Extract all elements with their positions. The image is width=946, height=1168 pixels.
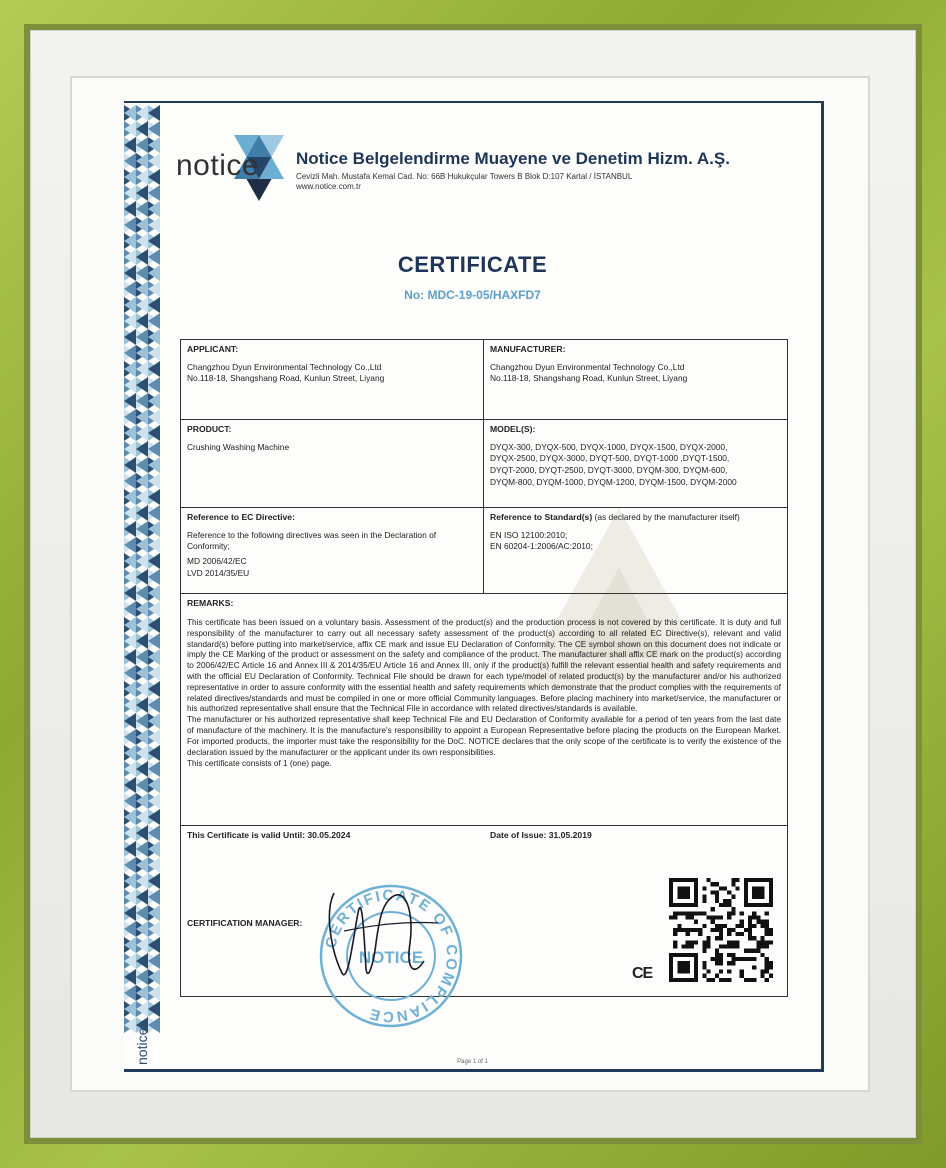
- qr-module: [694, 928, 698, 932]
- qr-module: [765, 924, 769, 928]
- qr-module: [711, 928, 715, 932]
- remarks-paragraph: This certificate has been issued on a voluntary basis. Assessment of the product(s) and the production process is not covered by this certificate. It is duty and full responsibility of the manufacturer to carry out all necessary safety assessment of the product(s) according to all related EC Directive(s), relevant and valid standard(s) before putting into market/service, affix CE mark and issue EU Declaration of Conformity. The CE symbol shown on this document does not indicate or imply the CE Marking of the product or assessment on the safety and compliance of the product. The manufacturer shall affix CE mark on the product(s) according to 2006/42/EC Article 16 and Annex III & 2014/35/EU Article 16 and Annex III, only if the product(s) fulfill the relevant essential health and safety requirements and with the official EU Declaration of Conformity. Technical File should be drawn for each type/model of related product(s) by the manufacturer and/or his authorized representative in order to assure conformity with the essential health and safety requirements which demonstrate that the product complies with the requirements of related directives/standards and must be compiled in one or more official Community languages. Before placing machinery into market/service, the manufacturer or his authorized representative shall ensure that the Technical File in accordance with related directives/standards is available.: [187, 617, 781, 714]
- qr-module: [727, 978, 731, 982]
- qr-module: [719, 961, 723, 965]
- qr-module: [702, 961, 706, 965]
- manufacturer-cell: [484, 340, 787, 420]
- qr-module: [765, 970, 769, 974]
- qr-module: [715, 928, 719, 932]
- qr-module: [761, 953, 765, 957]
- qr-module: [756, 915, 760, 919]
- qr-module: [711, 882, 715, 886]
- qr-module: [752, 886, 764, 898]
- qr-module: [748, 924, 752, 928]
- qr-module: [752, 915, 756, 919]
- qr-module: [765, 965, 769, 969]
- qr-module: [727, 928, 731, 932]
- page-footer: Page 1 of 1: [457, 1059, 488, 1065]
- qr-module: [711, 957, 715, 961]
- qr-module: [744, 928, 748, 932]
- qr-module: [731, 928, 735, 932]
- qr-module: [715, 974, 719, 978]
- directive-item: MD 2006/42/EC: [187, 556, 247, 567]
- applicant-cell: [181, 340, 484, 420]
- qr-module: [706, 940, 710, 944]
- qr-module: [769, 961, 773, 965]
- qr-module: [702, 895, 706, 899]
- qr-module: [715, 882, 719, 886]
- ce-mark: CE: [632, 965, 653, 982]
- issuer-address: Cevizli Mah. Mustafa Kemal Cad. No: 66B Hukukçular Towers B Blok D:107 Kartal / İSTANBUL: [296, 172, 633, 181]
- qr-module: [719, 970, 723, 974]
- remarks-paragraph: The manufacturer or his authorized representative shall keep Technical File and EU Declaration of Conformity available for a period of ten years from the last date of manufacture of the machinery. It is the manufacture's responsibility to appoint a European Representative before placing the products on the European Market. For imported products, the importer must take the responsibility for the DoC. NOTICE declares that the only scope of the certificate is to verify the existence of the declaration issued by the manufacturer or the applicant under its own responsibilities.: [187, 715, 781, 757]
- qr-module: [765, 928, 769, 932]
- standards-label-note: (as declared by the manufacturer itself): [592, 512, 740, 522]
- qr-module: [690, 945, 694, 949]
- qr-module: [711, 920, 715, 924]
- qr-module: [727, 970, 731, 974]
- qr-module: [673, 928, 677, 932]
- logo-wordmark: notice: [176, 149, 260, 182]
- directive-cell: [181, 508, 484, 594]
- qr-module: [694, 920, 698, 924]
- qr-module: [727, 945, 731, 949]
- qr-module: [748, 936, 752, 940]
- qr-module: [727, 911, 731, 915]
- qr-module: [686, 932, 690, 936]
- qr-module: [748, 928, 752, 932]
- qr-module: [702, 949, 706, 953]
- qr-module: [702, 965, 706, 969]
- qr-module: [719, 886, 723, 890]
- qr-module: [719, 978, 723, 982]
- qr-module: [761, 920, 765, 924]
- qr-module: [731, 882, 735, 886]
- qr-module: [706, 970, 710, 974]
- qr-module: [748, 915, 752, 919]
- qr-module: [677, 928, 681, 932]
- issue-date: Date of Issue: 31.05.2019: [490, 830, 592, 840]
- qr-module: [740, 924, 744, 928]
- qr-module: [761, 924, 765, 928]
- qr-module: [673, 940, 677, 944]
- qr-module: [769, 974, 773, 978]
- qr-module: [698, 932, 702, 936]
- qr-module: [681, 928, 685, 932]
- qr-module: [702, 924, 706, 928]
- models-line: DYQX-2500, DYQX-3000, DYQT-500, DYQT-1000 ,DYQT-1500,: [490, 453, 730, 464]
- manufacturer-name: Changzhou Dyun Environmental Technology Co.,Ltd: [490, 361, 685, 372]
- qr-module: [769, 940, 773, 944]
- manufacturer-address: No.118-18, Shangshang Road, Kunlun Street, Liyang: [490, 373, 688, 384]
- standards-label: Reference to Standard(s): [490, 512, 593, 522]
- qr-module: [736, 957, 740, 961]
- remarks-cell: [181, 594, 787, 826]
- qr-module: [723, 978, 727, 982]
- directive-item: LVD 2014/35/EU: [187, 567, 250, 578]
- qr-module: [752, 936, 756, 940]
- stamp-ring-text: CERTIFICATE OF COMPLIANCE: [322, 886, 461, 1026]
- qr-module: [723, 899, 727, 903]
- qr-module: [686, 945, 690, 949]
- qr-module: [719, 928, 723, 932]
- qr-module: [727, 899, 731, 903]
- qr-module: [719, 924, 723, 928]
- qr-module: [765, 945, 769, 949]
- product-label: PRODUCT:: [187, 424, 232, 434]
- qr-module: [727, 953, 731, 957]
- qr-module: [748, 932, 752, 936]
- qr-module: [686, 911, 690, 915]
- qr-module: [769, 932, 773, 936]
- qr-module: [690, 911, 694, 915]
- qr-module: [761, 940, 765, 944]
- qr-module: [706, 878, 710, 882]
- qr-module: [711, 978, 715, 982]
- qr-module: [761, 970, 765, 974]
- side-strip-label: notice: [134, 1027, 150, 1065]
- qr-module: [736, 945, 740, 949]
- qr-module: [715, 961, 719, 965]
- qr-module: [736, 924, 740, 928]
- models-cell: [484, 420, 787, 508]
- models-line: DYQT-2000, DYQT-2500, DYQT-3000, DYQM-300, DYQM-600,: [490, 465, 728, 476]
- qr-module: [736, 940, 740, 944]
- qr-module: [731, 907, 735, 911]
- qr-module: [731, 940, 735, 944]
- directive-label: Reference to EC Directive:: [187, 512, 295, 522]
- qr-module: [731, 911, 735, 915]
- qr-module: [715, 890, 719, 894]
- qr-module: [756, 945, 760, 949]
- qr-module: [673, 945, 677, 949]
- qr-module: [686, 928, 690, 932]
- qr-module: [756, 940, 760, 944]
- qr-module: [702, 886, 706, 890]
- qr-module: [711, 915, 715, 919]
- signature-icon: [314, 873, 454, 1003]
- qr-module: [761, 974, 765, 978]
- qr-module: [727, 915, 731, 919]
- qr-module: [719, 953, 723, 957]
- qr-module: [765, 978, 769, 982]
- qr-module: [765, 920, 769, 924]
- qr-module: [719, 957, 723, 961]
- qr-module: [727, 961, 731, 965]
- qr-module: [702, 974, 706, 978]
- remarks-paragraph: This certificate consists of 1 (one) page.: [187, 758, 332, 768]
- qr-module: [748, 978, 752, 982]
- applicant-label: APPLICANT:: [187, 344, 239, 354]
- qr-module: [765, 940, 769, 944]
- qr-module: [702, 911, 706, 915]
- qr-module: [690, 940, 694, 944]
- qr-module: [723, 945, 727, 949]
- directive-intro: Reference to the following directives was seen in the Declaration of Conformity;: [187, 529, 437, 552]
- qr-module: [769, 928, 773, 932]
- qr-module: [731, 945, 735, 949]
- qr-module: [723, 886, 727, 890]
- qr-module: [740, 957, 744, 961]
- qr-module: [744, 949, 748, 953]
- qr-module: [765, 957, 769, 961]
- qr-module: [719, 936, 723, 940]
- models-line: DYQM-800, DYQM-1000, DYQM-1200, DYQM-1500, DYQM-2000: [490, 476, 737, 487]
- qr-module: [706, 978, 710, 982]
- qr-module: [752, 924, 756, 928]
- models-label: MODEL(S):: [490, 424, 536, 434]
- qr-module: [731, 961, 735, 965]
- qr-module: [706, 915, 710, 919]
- qr-module: [702, 945, 706, 949]
- qr-module: [752, 949, 756, 953]
- document-title: CERTIFICATE: [397, 252, 548, 277]
- decorative-side-strip: [124, 105, 160, 1033]
- qr-module: [765, 961, 769, 965]
- qr-module: [715, 957, 719, 961]
- qr-module: [740, 920, 744, 924]
- qr-module: [740, 974, 744, 978]
- qr-module: [756, 949, 760, 953]
- qr-module: [752, 911, 756, 915]
- qr-module: [719, 915, 723, 919]
- qr-module: [715, 936, 719, 940]
- qr-module: [677, 911, 681, 915]
- qr-module: [686, 915, 690, 919]
- qr-module: [740, 932, 744, 936]
- qr-module: [740, 911, 744, 915]
- certification-manager-label: CERTIFICATION MANAGER:: [187, 918, 303, 928]
- qr-module: [761, 945, 765, 949]
- qr-module: [698, 928, 702, 932]
- qr-module: [731, 953, 735, 957]
- qr-module: [673, 932, 677, 936]
- qr-module: [715, 895, 719, 899]
- stamp-center-text: NOTICE: [358, 948, 424, 967]
- qr-module: [715, 949, 719, 953]
- qr-module: [731, 957, 735, 961]
- qr-module: [711, 907, 715, 911]
- qr-module: [719, 903, 723, 907]
- remarks-label: REMARKS:: [187, 598, 234, 608]
- qr-module: [723, 924, 727, 928]
- qr-module: [748, 920, 752, 924]
- qr-module: [765, 911, 769, 915]
- qr-module: [752, 957, 756, 961]
- qr-module: [736, 886, 740, 890]
- issuer-name: Notice Belgelendirme Muayene ve Denetim Hizm. A.Ş.: [296, 149, 730, 168]
- qr-module: [690, 915, 694, 919]
- qr-module: [669, 915, 673, 919]
- valid-until: This Certificate is valid Until: 30.05.2024: [187, 830, 351, 840]
- standard-item: EN ISO 12100:2010;: [490, 529, 568, 540]
- qr-module: [686, 940, 690, 944]
- qr-module: [706, 936, 710, 940]
- qr-module: [690, 928, 694, 932]
- standard-item: EN 60204-1:2006/AC:2010;: [490, 541, 593, 552]
- qr-module: [731, 878, 735, 882]
- standards-cell: [484, 508, 787, 594]
- manufacturer-label: MANUFACTURER:: [490, 344, 566, 354]
- applicant-name: Changzhou Dyun Environmental Technology Co.,Ltd: [187, 361, 382, 372]
- qr-module: [740, 970, 744, 974]
- qr-code-icon: [669, 878, 773, 982]
- qr-module: [711, 890, 715, 894]
- qr-module: [677, 886, 689, 898]
- qr-module: [677, 961, 689, 973]
- qr-module: [769, 965, 773, 969]
- qr-module: [765, 932, 769, 936]
- models-line: DYQX-300, DYQX-500, DYQX-1000, DYQX-1500, DYQX-2000,: [490, 441, 728, 452]
- qr-module: [694, 940, 698, 944]
- qr-module: [673, 911, 677, 915]
- qr-module: [736, 932, 740, 936]
- qr-module: [715, 924, 719, 928]
- qr-module: [681, 945, 685, 949]
- qr-module: [752, 965, 756, 969]
- qr-module: [748, 949, 752, 953]
- qr-module: [677, 924, 681, 928]
- qr-module: [719, 945, 723, 949]
- qr-module: [719, 932, 723, 936]
- qr-module: [756, 920, 760, 924]
- qr-module: [744, 957, 748, 961]
- qr-module: [727, 890, 731, 894]
- qr-module: [715, 899, 719, 903]
- qr-module: [698, 911, 702, 915]
- qr-module: [715, 915, 719, 919]
- certificate-paper: [124, 101, 824, 1072]
- product-cell: [181, 420, 484, 508]
- qr-module: [706, 945, 710, 949]
- qr-module: [731, 895, 735, 899]
- qr-module: [727, 903, 731, 907]
- certificate-number: No: MDC-19-05/HAXFD7: [404, 288, 541, 302]
- qr-module: [761, 936, 765, 940]
- issuer-website: www.notice.com.tr: [296, 182, 361, 191]
- qr-module: [694, 911, 698, 915]
- qr-module: [752, 978, 756, 982]
- applicant-address: No.118-18, Shangshang Road, Kunlun Street, Liyang: [187, 373, 385, 384]
- qr-module: [727, 940, 731, 944]
- product-value: Crushing Washing Machine: [187, 441, 290, 452]
- qr-module: [723, 903, 727, 907]
- qr-module: [673, 915, 677, 919]
- qr-module: [681, 911, 685, 915]
- qr-module: [702, 940, 706, 944]
- qr-module: [702, 899, 706, 903]
- qr-module: [715, 953, 719, 957]
- qr-module: [736, 878, 740, 882]
- qr-module: [744, 978, 748, 982]
- qr-module: [727, 932, 731, 936]
- qr-module: [748, 957, 752, 961]
